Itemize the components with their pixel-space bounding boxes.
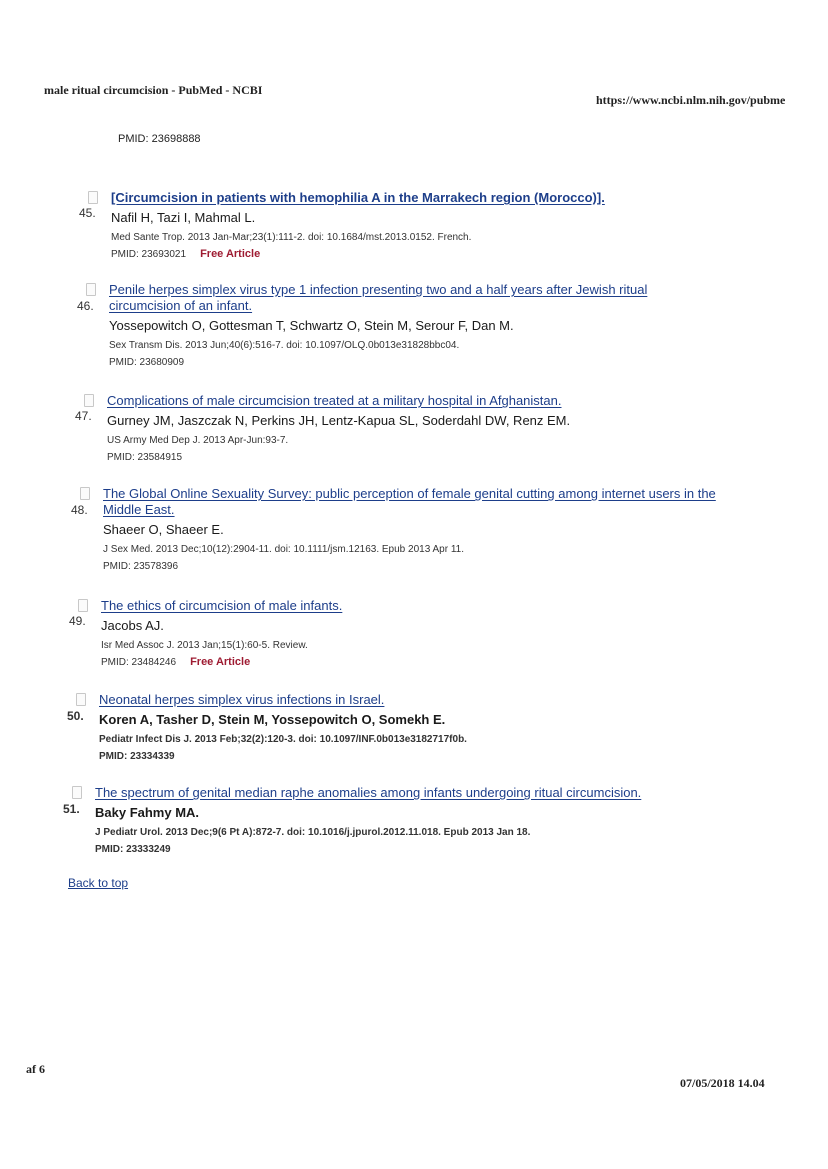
result-citation: Isr Med Assoc J. 2013 Jan;15(1):60-5. Review. bbox=[101, 640, 308, 651]
back-to-top-link[interactable]: Back to top bbox=[68, 876, 129, 890]
result-pmid bbox=[107, 450, 744, 465]
result-item-49 bbox=[69, 598, 738, 670]
result-pmid bbox=[101, 655, 738, 670]
result-item-47 bbox=[75, 393, 744, 465]
result-pmid bbox=[99, 749, 736, 764]
result-title-link[interactable]: The Global Online Sexuality Survey: public perception of female genital cutting among internet users in the Middle East. bbox=[103, 486, 716, 517]
result-item-51 bbox=[63, 785, 732, 857]
result-checkbox[interactable] bbox=[84, 394, 94, 407]
result-item-48 bbox=[71, 486, 740, 574]
result-number: 51. bbox=[63, 802, 80, 816]
result-pmid-text: PMID: 23680909 bbox=[109, 357, 185, 368]
page-header-title: male ritual circumcision - PubMed - NCBI bbox=[44, 83, 263, 97]
result-pmid-text: PMID: 23693021 bbox=[111, 249, 187, 260]
result-authors: Nafil H, Tazi I, Mahmal L. bbox=[111, 210, 256, 225]
result-item-46 bbox=[77, 282, 746, 370]
result-checkbox[interactable] bbox=[88, 191, 98, 204]
free-article-badge[interactable]: Free Article bbox=[200, 248, 261, 260]
previous-entry-pmid: PMID: 23698888 bbox=[118, 133, 201, 145]
result-authors: Yossepowitch O, Gottesman T, Schwartz O, Stein M, Serour F, Dan M. bbox=[109, 318, 514, 333]
result-checkbox[interactable] bbox=[76, 693, 86, 706]
page-count: af 6 bbox=[26, 1062, 45, 1076]
result-pmid-text: PMID: 23333249 bbox=[95, 844, 171, 855]
result-title-link[interactable]: [Circumcision in patients with hemophilia A in the Marrakech region (Morocco)]. bbox=[111, 190, 605, 205]
result-number: 48. bbox=[71, 503, 88, 517]
result-pmid-text: PMID: 23484246 bbox=[101, 657, 177, 668]
result-pmid-text: PMID: 23578396 bbox=[103, 561, 179, 572]
result-item-45 bbox=[79, 190, 748, 262]
result-number: 49. bbox=[69, 614, 86, 628]
result-number: 45. bbox=[79, 206, 96, 220]
result-authors: Shaeer O, Shaeer E. bbox=[103, 522, 224, 537]
result-checkbox[interactable] bbox=[80, 487, 90, 500]
result-authors: Baky Fahmy MA. bbox=[95, 805, 200, 820]
result-citation: Pediatr Infect Dis J. 2013 Feb;32(2):120-3. doi: 10.1097/INF.0b013e3182717f0b. bbox=[99, 734, 467, 745]
print-date: 07/05/2018 14.04 bbox=[680, 1076, 765, 1090]
result-pmid bbox=[103, 559, 740, 574]
result-authors: Jacobs AJ. bbox=[101, 618, 164, 633]
result-authors: Koren A, Tasher D, Stein M, Yossepowitch O, Somekh E. bbox=[99, 712, 446, 727]
result-number: 50. bbox=[67, 709, 84, 723]
page-header-url: https://www.ncbi.nlm.nih.gov/pubme bbox=[596, 93, 786, 107]
result-checkbox[interactable] bbox=[78, 599, 88, 612]
result-citation: Sex Transm Dis. 2013 Jun;40(6):516-7. doi: 10.1097/OLQ.0b013e31828bbc04. bbox=[109, 340, 460, 351]
result-title-link[interactable]: Neonatal herpes simplex virus infections in Israel. bbox=[99, 692, 385, 707]
result-citation: Med Sante Trop. 2013 Jan-Mar;23(1):111-2. doi: 10.1684/mst.2013.0152. French. bbox=[111, 232, 472, 243]
result-checkbox[interactable] bbox=[86, 283, 96, 296]
result-authors: Gurney JM, Jaszczak N, Perkins JH, Lentz-Kapua SL, Soderdahl DW, Renz EM. bbox=[107, 413, 571, 428]
result-pmid bbox=[111, 247, 748, 262]
result-item-50 bbox=[67, 692, 736, 764]
result-pmid-text: PMID: 23584915 bbox=[107, 452, 183, 463]
free-article-badge[interactable]: Free Article bbox=[190, 656, 251, 668]
result-pmid bbox=[109, 355, 746, 370]
result-title-link[interactable]: Complications of male circumcision treated at a military hospital in Afghanistan. bbox=[107, 393, 562, 408]
result-citation: J Pediatr Urol. 2013 Dec;9(6 Pt A):872-7. doi: 10.1016/j.jpurol.2012.11.018. Epub 2013 Jan 18. bbox=[95, 827, 531, 838]
result-number: 46. bbox=[77, 299, 94, 313]
result-citation: J Sex Med. 2013 Dec;10(12):2904-11. doi: 10.1111/jsm.12163. Epub 2013 Apr 11. bbox=[103, 544, 464, 555]
result-title-link[interactable]: The spectrum of genital median raphe anomalies among infants undergoing ritual circumcision. bbox=[95, 785, 642, 800]
result-pmid-text: PMID: 23334339 bbox=[99, 751, 175, 762]
result-pmid bbox=[95, 842, 732, 857]
result-title-link[interactable]: The ethics of circumcision of male infants. bbox=[101, 598, 343, 613]
result-checkbox[interactable] bbox=[72, 786, 82, 799]
result-title-link[interactable]: Penile herpes simplex virus type 1 infection presenting two and a half years after Jewish ritual circumcision of an infant. bbox=[109, 282, 648, 313]
result-citation: US Army Med Dep J. 2013 Apr-Jun:93-7. bbox=[107, 435, 289, 446]
result-number: 47. bbox=[75, 409, 92, 423]
